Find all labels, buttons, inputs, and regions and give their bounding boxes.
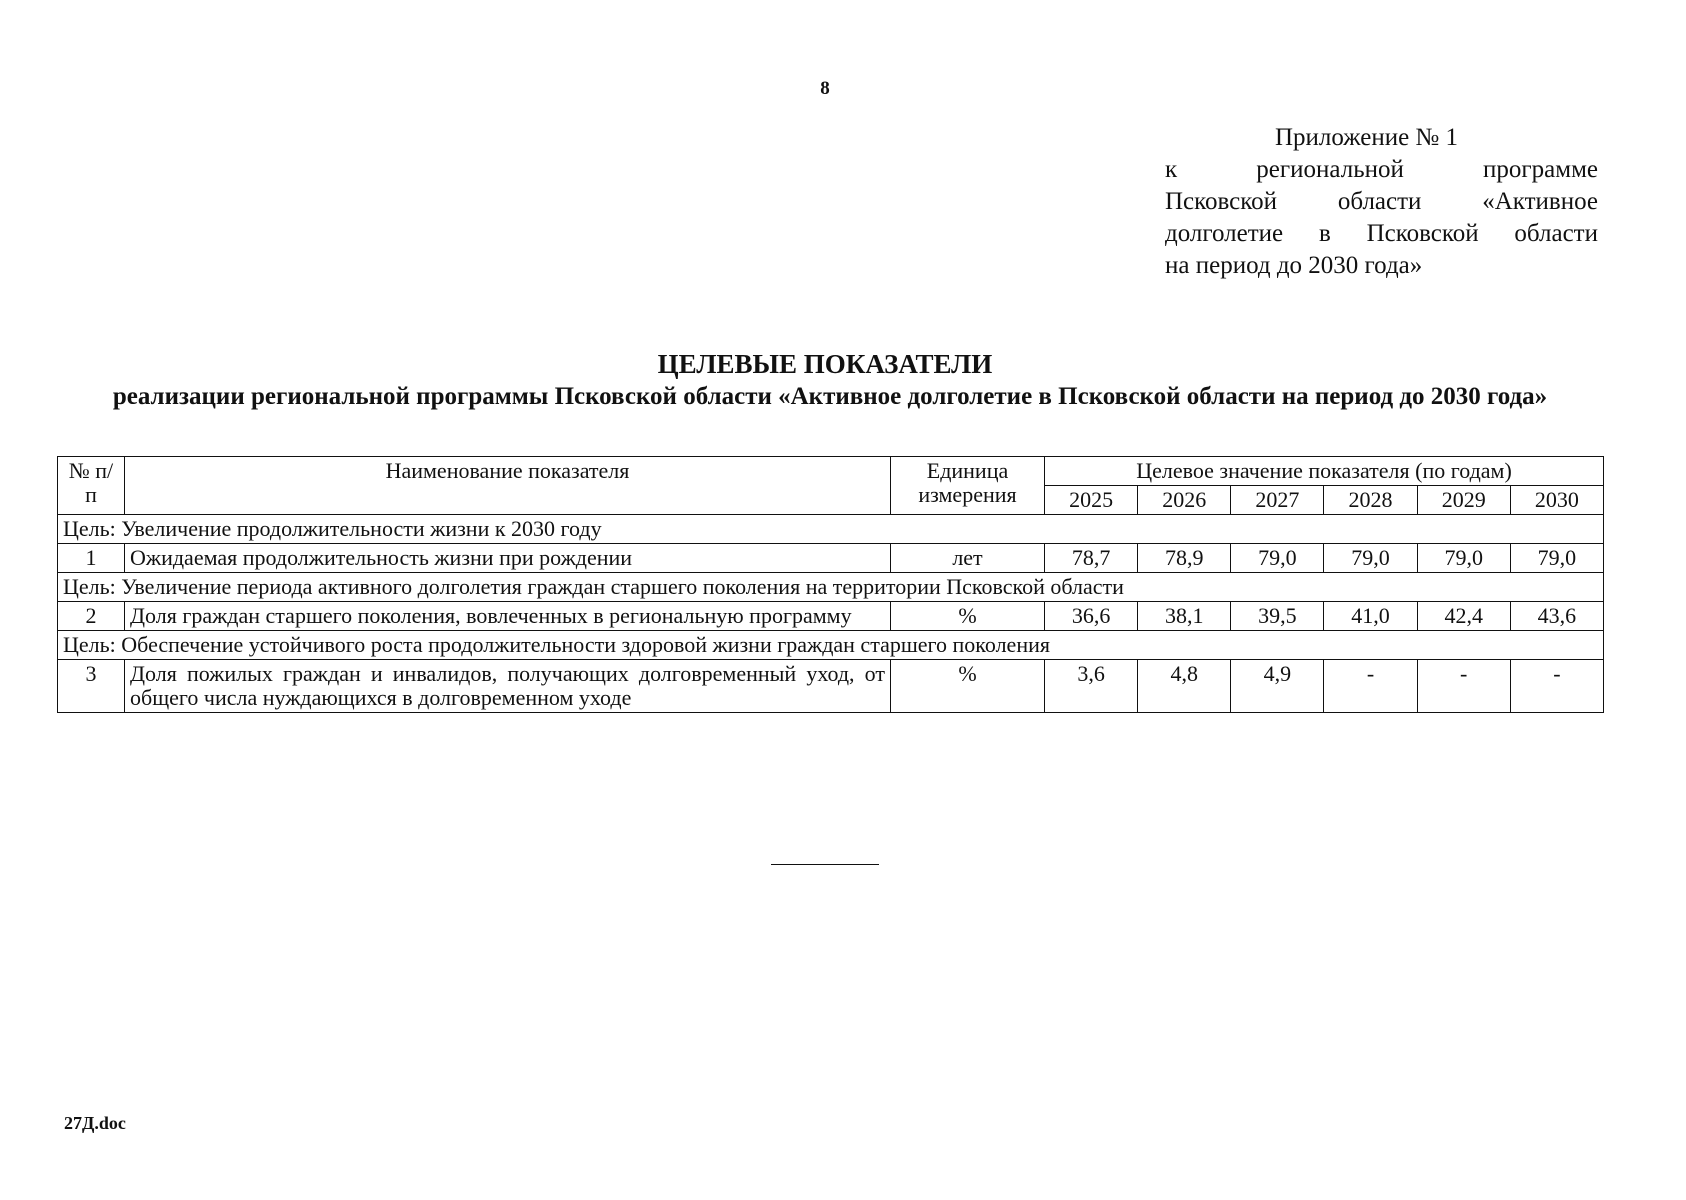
row-value: 42,4 bbox=[1417, 602, 1510, 631]
header-num: № п/п bbox=[58, 457, 125, 515]
goal-text: Цель: Увеличение продолжительности жизни к 2030 году bbox=[58, 515, 1604, 544]
row-value: 43,6 bbox=[1510, 602, 1603, 631]
row-value: 38,1 bbox=[1138, 602, 1231, 631]
targets-table bbox=[57, 456, 1604, 713]
goal-text: Цель: Увеличение периода активного долголетия граждан старшего поколения на территории Псковской области bbox=[58, 573, 1604, 602]
row-num: 2 bbox=[58, 602, 125, 631]
appendix-title: Приложение № 1 bbox=[1275, 124, 1459, 151]
row-value: 79,0 bbox=[1231, 544, 1324, 573]
row-value: 36,6 bbox=[1045, 602, 1138, 631]
row-unit: % bbox=[891, 602, 1045, 631]
row-value: 41,0 bbox=[1324, 602, 1417, 631]
row-value: - bbox=[1417, 660, 1510, 713]
document-filename: 27Д.doc bbox=[64, 1113, 126, 1133]
appendix-line: на период до 2030 года» bbox=[1165, 252, 1423, 279]
header-year: 2026 bbox=[1138, 486, 1231, 515]
table-row bbox=[58, 660, 1604, 713]
row-value: 4,9 bbox=[1231, 660, 1324, 713]
row-num: 1 bbox=[58, 544, 125, 573]
appendix-block bbox=[1165, 122, 1598, 282]
row-unit: % bbox=[891, 660, 1045, 713]
appendix-line: к региональной программе bbox=[1165, 156, 1598, 183]
row-value: 39,5 bbox=[1231, 602, 1324, 631]
header-name: Наименование показателя bbox=[125, 457, 891, 515]
header-year: 2029 bbox=[1417, 486, 1510, 515]
row-value: 3,6 bbox=[1045, 660, 1138, 713]
document-subtitle: реализации региональной программы Псковской области «Активное долголетие в Псковской области на период до 2030 года» bbox=[112, 383, 1548, 410]
appendix-line: долголетие в Псковской области bbox=[1165, 220, 1598, 247]
row-name: Доля пожилых граждан и инвалидов, получающих долговременный уход, от общего числа нуждающихся в долговременном уходе bbox=[125, 660, 891, 713]
table-row bbox=[58, 544, 1604, 573]
row-name: Ожидаемая продолжительность жизни при рождении bbox=[125, 544, 891, 573]
row-value: - bbox=[1324, 660, 1417, 713]
row-value: 78,9 bbox=[1138, 544, 1231, 573]
page-number: 8 bbox=[820, 78, 830, 99]
closing-divider bbox=[771, 864, 879, 865]
table-row bbox=[58, 602, 1604, 631]
document-title: ЦЕЛЕВЫЕ ПОКАЗАТЕЛИ bbox=[657, 349, 993, 379]
row-value: 4,8 bbox=[1138, 660, 1231, 713]
header-year: 2027 bbox=[1231, 486, 1324, 515]
row-num: 3 bbox=[58, 660, 125, 713]
row-value: 79,0 bbox=[1324, 544, 1417, 573]
header-unit: Единица измерения bbox=[891, 457, 1045, 515]
appendix-line: Псковской области «Активное bbox=[1165, 188, 1598, 215]
goal-row bbox=[58, 573, 1604, 602]
header-year: 2025 bbox=[1045, 486, 1138, 515]
header-target: Целевое значение показателя (по годам) bbox=[1045, 457, 1604, 486]
row-value: 79,0 bbox=[1417, 544, 1510, 573]
goal-row bbox=[58, 631, 1604, 660]
goal-row bbox=[58, 515, 1604, 544]
row-value: 79,0 bbox=[1510, 544, 1603, 573]
row-value: 78,7 bbox=[1045, 544, 1138, 573]
header-year: 2028 bbox=[1324, 486, 1417, 515]
goal-text: Цель: Обеспечение устойчивого роста продолжительности здоровой жизни граждан старшего поколения bbox=[58, 631, 1604, 660]
row-name: Доля граждан старшего поколения, вовлеченных в региональную программу bbox=[125, 602, 891, 631]
row-value: - bbox=[1510, 660, 1603, 713]
row-unit: лет bbox=[891, 544, 1045, 573]
header-year: 2030 bbox=[1510, 486, 1603, 515]
